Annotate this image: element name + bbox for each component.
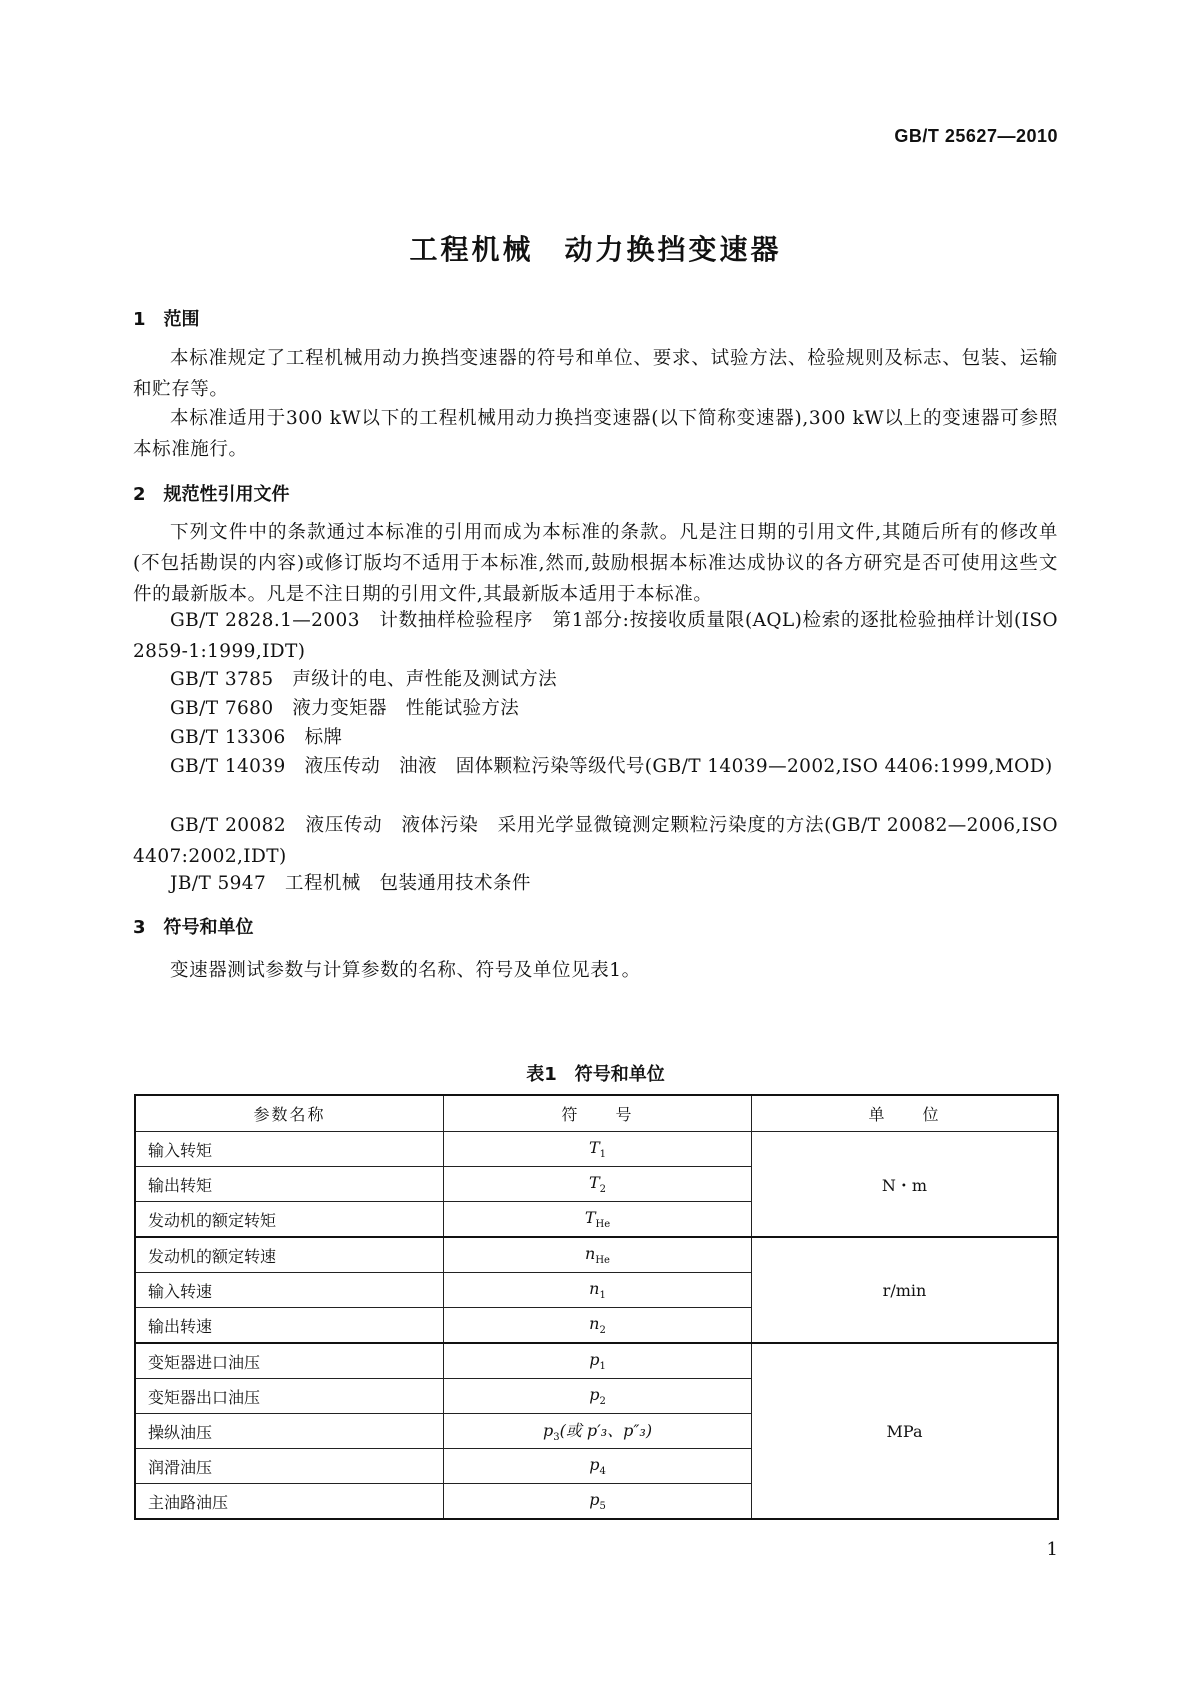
parameter-name: 发动机的额定转速: [135, 1237, 444, 1273]
table-caption: 表1 符号和单位: [526, 1064, 665, 1085]
section-2-heading: 2 规范性引用文件: [133, 484, 290, 505]
reference-item: JB/T 5947 工程机械 包装通用技术条件: [170, 873, 531, 894]
parameter-name: 主油路油压: [135, 1484, 444, 1520]
parameter-symbol: $n_1$: [444, 1273, 752, 1308]
parameter-name: 输入转矩: [135, 1132, 444, 1167]
table-row: [135, 1343, 1058, 1379]
symbols-units-table: [134, 1094, 1059, 1520]
section-2-intro: 下列文件中的条款通过本标准的引用而成为本标准的条款。凡是注日期的引用文件,其随后所有的修改单(不包括勘误的内容)或修订版均不适用于本标准,然而,鼓励根据本标准达成协议的各方研究是否可使用这些文件的最新版本。凡是不注日期的引用文件,其最新版本适用于本标准。: [133, 522, 1058, 605]
parameter-name: 变矩器出口油压: [135, 1379, 444, 1414]
parameter-symbol: $T_2$: [444, 1167, 752, 1202]
parameter-symbol: $p_2$: [444, 1379, 752, 1414]
section-1-paragraph-2: 本标准适用于300 kW以下的工程机械用动力换挡变速器(以下简称变速器),300 kW以上的变速器可参照本标准施行。: [133, 408, 1058, 460]
parameter-name: 输出转速: [135, 1308, 444, 1344]
table-header-row: [135, 1095, 1058, 1132]
parameter-symbol: $p_4$: [444, 1449, 752, 1484]
parameter-name: 变矩器进口油压: [135, 1343, 444, 1379]
parameter-name: 润滑油压: [135, 1449, 444, 1484]
header-parameter-name: 参数名称: [135, 1095, 444, 1132]
parameter-symbol: $p_5$: [444, 1484, 752, 1520]
reference-item: GB/T 13306 标牌: [170, 727, 343, 748]
parameter-symbol: $T_1$: [444, 1132, 752, 1167]
parameter-symbol: $T_{He}$: [444, 1202, 752, 1238]
reference-item: GB/T 7680 液力变矩器 性能试验方法: [170, 698, 520, 719]
reference-item: GB/T 14039 液压传动 油液 固体颗粒污染等级代号(GB/T 14039—2002,ISO 4406:1999,MOD): [170, 756, 1053, 777]
reference-item: GB/T 20082 液压传动 液体污染 采用光学显微镜测定颗粒污染度的方法(GB/T 20082—2006,ISO 4407:2002,IDT): [133, 815, 1065, 867]
reference-item: GB/T 2828.1—2003 计数抽样检验程序 第1部分:按接收质量限(AQL)检索的逐批检验抽样计划(ISO 2859-1:1999,IDT): [133, 610, 1065, 662]
parameter-symbol: $p_3$(或 p′₃、p″₃): [444, 1414, 752, 1449]
page-number: 1: [1046, 1539, 1058, 1560]
parameter-symbol: $n_2$: [444, 1308, 752, 1344]
table-row: [135, 1237, 1058, 1273]
header-unit: 单 位: [752, 1095, 1059, 1132]
parameter-unit: r/min: [752, 1237, 1059, 1343]
parameter-name: 输出转矩: [135, 1167, 444, 1202]
section-3-intro: 变速器测试参数与计算参数的名称、符号及单位见表1。: [170, 960, 641, 981]
document-title: 工程机械 动力换挡变速器: [409, 233, 782, 266]
section-1-paragraph-1: 本标准规定了工程机械用动力换挡变速器的符号和单位、要求、试验方法、检验规则及标志、包装、运输和贮存等。: [133, 348, 1058, 400]
parameter-symbol: $p_1$: [444, 1343, 752, 1379]
section-3-heading: 3 符号和单位: [133, 917, 254, 938]
header-symbol: 符 号: [444, 1095, 752, 1132]
section-1-heading: 1 范围: [133, 309, 200, 330]
parameter-unit: N・m: [752, 1132, 1059, 1238]
parameter-name: 操纵油压: [135, 1414, 444, 1449]
parameter-unit: MPa: [752, 1343, 1059, 1519]
parameter-name: 发动机的额定转矩: [135, 1202, 444, 1238]
parameter-symbol: $n_{He}$: [444, 1237, 752, 1273]
parameter-name: 输入转速: [135, 1273, 444, 1308]
reference-item: GB/T 3785 声级计的电、声性能及测试方法: [170, 669, 558, 690]
standard-code: GB/T 25627—2010: [894, 126, 1058, 146]
table-row: [135, 1132, 1058, 1167]
